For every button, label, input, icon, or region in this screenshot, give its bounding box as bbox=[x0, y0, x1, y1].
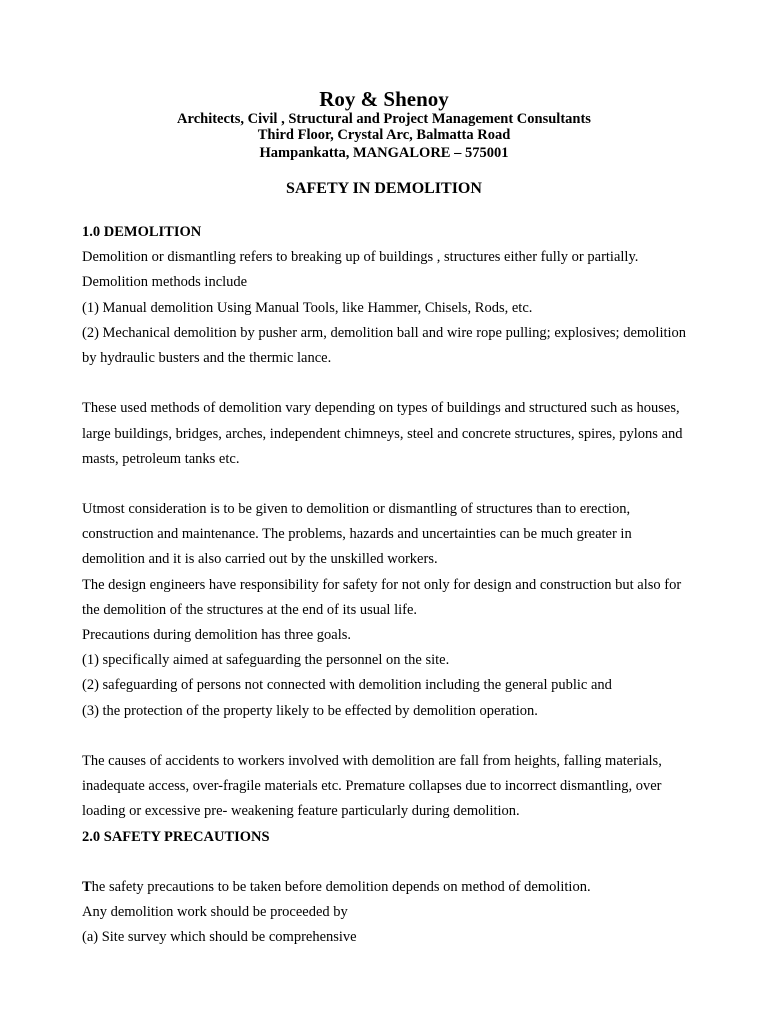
address-line-1: Third Floor, Crystal Arc, Balmatta Road bbox=[257, 127, 511, 143]
paragraph-line: construction and maintenance. The problems, hazards and uncertainties can be much greater in bbox=[82, 526, 632, 543]
paragraph-line: demolition and it is also carried out by the unskilled workers. bbox=[82, 551, 438, 568]
blank-line bbox=[82, 724, 742, 749]
section-heading-safety-precautions: 2.0 SAFETY PRECAUTIONS bbox=[82, 828, 270, 845]
list-item: (a) Site survey which should be comprehensive bbox=[82, 929, 357, 946]
document-body bbox=[82, 220, 742, 950]
blank-line bbox=[82, 371, 742, 396]
document-title: SAFETY IN DEMOLITION bbox=[286, 180, 482, 197]
paragraph-line: These used methods of demolition vary depending on types of buildings and structured such as houses, bbox=[82, 400, 680, 417]
paragraph-line: The design engineers have responsibility for safety for not only for design and construction but also for bbox=[82, 576, 682, 593]
paragraph-line: loading or excessive pre- weakening feature particularly during demolition. bbox=[82, 803, 520, 820]
blank-line bbox=[82, 850, 742, 875]
list-item: (3) the protection of the property likely to be effected by demolition operation. bbox=[82, 702, 538, 719]
list-item: (1) specifically aimed at safeguarding the personnel on the site. bbox=[82, 652, 450, 669]
paragraph-line: Utmost consideration is to be given to demolition or dismantling of structures than to erection, bbox=[82, 501, 631, 518]
paragraph-line: inadequate access, over-fragile materials etc. Premature collapses due to incorrect dismantling, over bbox=[82, 778, 662, 795]
lead-letter: T bbox=[82, 878, 92, 895]
line-rest: he safety precautions to be taken before demolition depends on method of demolition. bbox=[91, 878, 591, 895]
firm-description: Architects, Civil , Structural and Project Management Consultants bbox=[177, 111, 591, 127]
paragraph-line: the demolition of the structures at the end of its usual life. bbox=[82, 601, 418, 618]
list-item: (2) safeguarding of persons not connected with demolition including the general public and bbox=[82, 677, 612, 694]
firm-name: Roy & Shenoy bbox=[319, 87, 449, 111]
paragraph-line: Any demolition work should be proceeded by bbox=[82, 904, 348, 921]
paragraph-line: by hydraulic busters and the thermic lance. bbox=[82, 349, 332, 366]
paragraph-line: Demolition methods include bbox=[82, 274, 248, 291]
list-item: (1) Manual demolition Using Manual Tools, like Hammer, Chisels, Rods, etc. bbox=[82, 299, 533, 316]
paragraph-line: large buildings, bridges, arches, independent chimneys, steel and concrete structures, spires, pylons and bbox=[82, 425, 683, 442]
paragraph-line: Demolition or dismantling refers to breaking up of buildings , structures either fully or partially. bbox=[82, 249, 639, 266]
paragraph-line: Precautions during demolition has three goals. bbox=[82, 627, 352, 643]
paragraph-line: masts, petroleum tanks etc. bbox=[82, 450, 240, 467]
paragraph-line bbox=[82, 875, 742, 900]
section-heading-demolition: 1.0 DEMOLITION bbox=[82, 224, 202, 240]
blank-line bbox=[82, 472, 742, 497]
address-line-2: Hampankatta, MANGALORE – 575001 bbox=[259, 145, 509, 161]
paragraph-line: The causes of accidents to workers involved with demolition are fall from heights, falling materials, bbox=[82, 752, 662, 769]
list-item: (2) Mechanical demolition by pusher arm, demolition ball and wire rope pulling; explosives; demolition bbox=[82, 324, 687, 341]
